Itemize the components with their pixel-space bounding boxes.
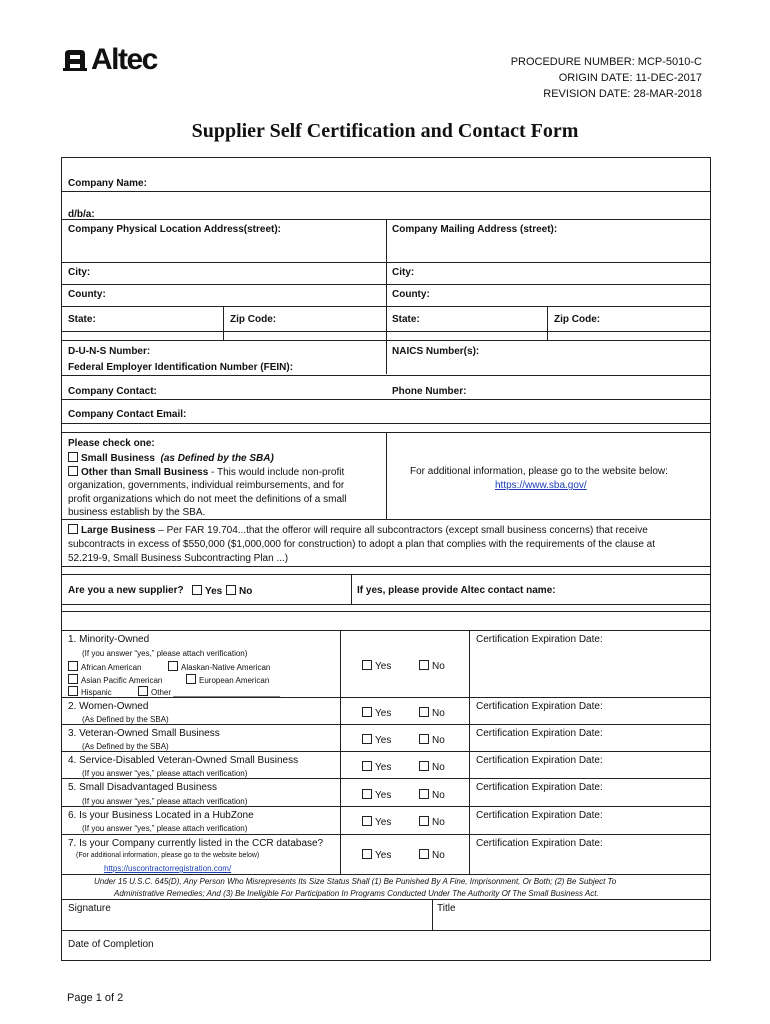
altec-contact-prompt: If yes, please provide Altec contact name: — [357, 585, 556, 596]
category-note: (For additional information, please go to the website below) — [76, 852, 260, 859]
category-yes[interactable]: Yes — [362, 707, 391, 719]
mailing-county-label: County: — [392, 289, 430, 300]
naics-label: NAICS Number(s): — [392, 346, 480, 357]
european-american-checkbox[interactable] — [186, 674, 196, 684]
category-note: (As Defined by the SBA) — [82, 742, 169, 751]
category-yes-checkbox[interactable] — [362, 660, 372, 670]
hispanic-checkbox[interactable] — [68, 686, 78, 696]
category-yes-checkbox[interactable] — [362, 789, 372, 799]
category-yes-checkbox[interactable] — [362, 734, 372, 744]
new-supplier-no-checkbox[interactable] — [226, 585, 236, 595]
category-yes[interactable]: Yes — [362, 761, 391, 773]
category-title: 6. Is your Business Located in a HubZone — [68, 810, 254, 821]
category-no[interactable]: No — [419, 707, 445, 719]
physical-address-label: Company Physical Location Address(street): — [68, 224, 282, 235]
large-desc-line-3: 52.219-9, Small Business Subcontracting Plan ...) — [68, 553, 289, 564]
zip-label: Zip Code: — [230, 314, 277, 325]
category-yes-checkbox[interactable] — [362, 849, 372, 859]
certification-expiration-label: Certification Expiration Date: — [476, 755, 603, 766]
county-label: County: — [68, 289, 106, 300]
asian-pacific-option[interactable]: Asian Pacific American — [68, 674, 162, 685]
other-desc-line-3: profit organizations which do not meet the definitions of a small — [68, 494, 347, 505]
category-no-checkbox[interactable] — [419, 761, 429, 771]
other-than-small-business-checkbox[interactable] — [68, 466, 78, 476]
certification-expiration-label: Certification Expiration Date: — [476, 810, 603, 821]
new-supplier-no[interactable]: No — [226, 585, 252, 597]
category-no-checkbox[interactable] — [419, 816, 429, 826]
alaskan-native-option[interactable]: Alaskan-Native American — [168, 661, 270, 672]
category-no-checkbox[interactable] — [419, 789, 429, 799]
category-note: (If you answer “yes,” please attach verification) — [82, 769, 248, 778]
certification-expiration-label: Certification Expiration Date: — [476, 634, 603, 645]
hispanic-option[interactable]: Hispanic — [68, 686, 112, 697]
category-no-checkbox[interactable] — [419, 660, 429, 670]
supplier-form — [61, 157, 711, 961]
large-business-option[interactable]: Large Business – Per FAR 19.704...that the offeror will require all subcontractors (except small business concerns) that receive — [68, 524, 648, 536]
european-american-option[interactable]: European American — [186, 674, 269, 685]
category-title: 7. Is your Company currently listed in the CCR database? — [68, 838, 324, 849]
certification-expiration-label: Certification Expiration Date: — [476, 728, 603, 739]
signature-label: Signature — [68, 903, 111, 914]
category-note: (If you answer “yes,” please attach verification) — [82, 797, 248, 806]
duns-label: D-U-N-S Number: — [68, 346, 151, 357]
small-business-checkbox[interactable] — [68, 452, 78, 462]
new-supplier-question: Are you a new supplier? — [68, 585, 184, 596]
category-note: (If you answer “yes,” please attach verification) — [82, 824, 248, 833]
other-desc-line-2: organization, governments, individual reimbursements, and for — [68, 480, 345, 491]
category-no[interactable]: No — [419, 816, 445, 828]
large-business-checkbox[interactable] — [68, 524, 78, 534]
dba-label: d/b/a: — [68, 209, 95, 220]
category-title: 2. Women-Owned — [68, 701, 149, 712]
category-no-checkbox[interactable] — [419, 707, 429, 717]
mailing-state-label: State: — [392, 314, 420, 325]
category-yes-checkbox[interactable] — [362, 816, 372, 826]
new-supplier-yes[interactable]: Yes — [192, 585, 222, 597]
category-yes[interactable]: Yes — [362, 789, 391, 801]
legal-notice-line-1: Under 15 U.S.C. 645(D), Any Person Who Misrepresents Its Size Status Shall (1) Be Punished By A Fine, Imprisonment, Or Both; (2) Be Subject To — [94, 877, 617, 886]
mailing-zip-label: Zip Code: — [554, 314, 601, 325]
check-one-prompt: Please check one: — [68, 438, 155, 449]
category-yes-checkbox[interactable] — [362, 707, 372, 717]
category-yes[interactable]: Yes — [362, 660, 391, 672]
category-no[interactable]: No — [419, 660, 445, 672]
legal-notice-line-2: Administrative Remedies; And (3) Be Ineligible For Participation In Programs Conducted Under The Authority Of The Small Business Act. — [114, 889, 599, 898]
phone-number-label: Phone Number: — [392, 386, 467, 397]
procedure-info — [511, 54, 702, 102]
procedure-number: PROCEDURE NUMBER: MCP-5010-C — [510, 56, 702, 68]
asian-pacific-checkbox[interactable] — [68, 674, 78, 684]
altec-logo — [62, 44, 157, 76]
title-label: Title — [437, 903, 456, 914]
alaskan-native-checkbox[interactable] — [168, 661, 178, 671]
other-ethnicity-checkbox[interactable] — [138, 686, 148, 696]
fein-label: Federal Employer Identification Number (FEIN): — [68, 362, 294, 373]
sba-info-text: For additional information, please go to the website below: — [410, 466, 668, 477]
category-title: 4. Service-Disabled Veteran-Owned Small Business — [68, 755, 299, 766]
certification-expiration-label: Certification Expiration Date: — [476, 701, 603, 712]
form-title: Supplier Self Certification and Contact Form — [191, 120, 579, 142]
category-yes[interactable]: Yes — [362, 734, 391, 746]
mailing-city-label: City: — [392, 267, 415, 278]
other-than-small-business-option[interactable]: Other than Small Business - This would include non-profit — [68, 466, 344, 478]
category-title: 3. Veteran-Owned Small Business — [68, 728, 220, 739]
date-of-completion-label: Date of Completion — [68, 939, 154, 950]
category-no[interactable]: No — [419, 734, 445, 746]
logo-wordmark: Altec — [91, 43, 157, 76]
other-ethnicity-option[interactable]: Other ________________________ — [138, 686, 280, 697]
company-contact-label: Company Contact: — [68, 386, 157, 397]
category-yes[interactable]: Yes — [362, 849, 391, 861]
category-note: (If you answer “yes,” please attach verification) — [82, 649, 248, 658]
category-no-checkbox[interactable] — [419, 849, 429, 859]
certification-expiration-label: Certification Expiration Date: — [476, 782, 603, 793]
contact-email-label: Company Contact Email: — [68, 409, 187, 420]
category-no[interactable]: No — [419, 849, 445, 861]
category-no[interactable]: No — [419, 789, 445, 801]
category-no-checkbox[interactable] — [419, 734, 429, 744]
small-business-option[interactable]: Small Business (as Defined by the SBA) — [68, 452, 274, 464]
category-title: 5. Small Disadvantaged Business — [68, 782, 217, 793]
category-no[interactable]: No — [419, 761, 445, 773]
mailing-address-label: Company Mailing Address (street): — [392, 224, 558, 235]
page-number: Page 1 of 2 — [67, 992, 124, 1004]
category-title: 1. Minority-Owned — [68, 634, 150, 645]
city-label: City: — [68, 267, 91, 278]
sba-link[interactable]: https://www.sba.gov/ — [495, 480, 587, 491]
other-desc-line-4: business establish by the SBA. — [68, 507, 206, 518]
company-name-label: Company Name: — [68, 178, 147, 189]
certification-expiration-label: Certification Expiration Date: — [476, 838, 603, 849]
altec-emblem-icon — [62, 48, 88, 72]
african-american-option[interactable]: African American — [68, 661, 141, 672]
origin-date: ORIGIN DATE: 11-DEC-2017 — [558, 72, 702, 84]
category-yes-checkbox[interactable] — [362, 761, 372, 771]
revision-date: REVISION DATE: 28-MAR-2018 — [543, 88, 702, 100]
ccr-link[interactable]: https://uscontractorregistration.com/ — [104, 864, 232, 873]
category-yes[interactable]: Yes — [362, 816, 391, 828]
large-desc-line-2: subcontracts in excess of $550,000 ($1,000,000 for construction) to adopt a plan that complies with the requirements of the clause at — [68, 539, 656, 550]
category-note: (As Defined by the SBA) — [82, 715, 169, 724]
african-american-checkbox[interactable] — [68, 661, 78, 671]
new-supplier-yes-checkbox[interactable] — [192, 585, 202, 595]
state-label: State: — [68, 314, 96, 325]
